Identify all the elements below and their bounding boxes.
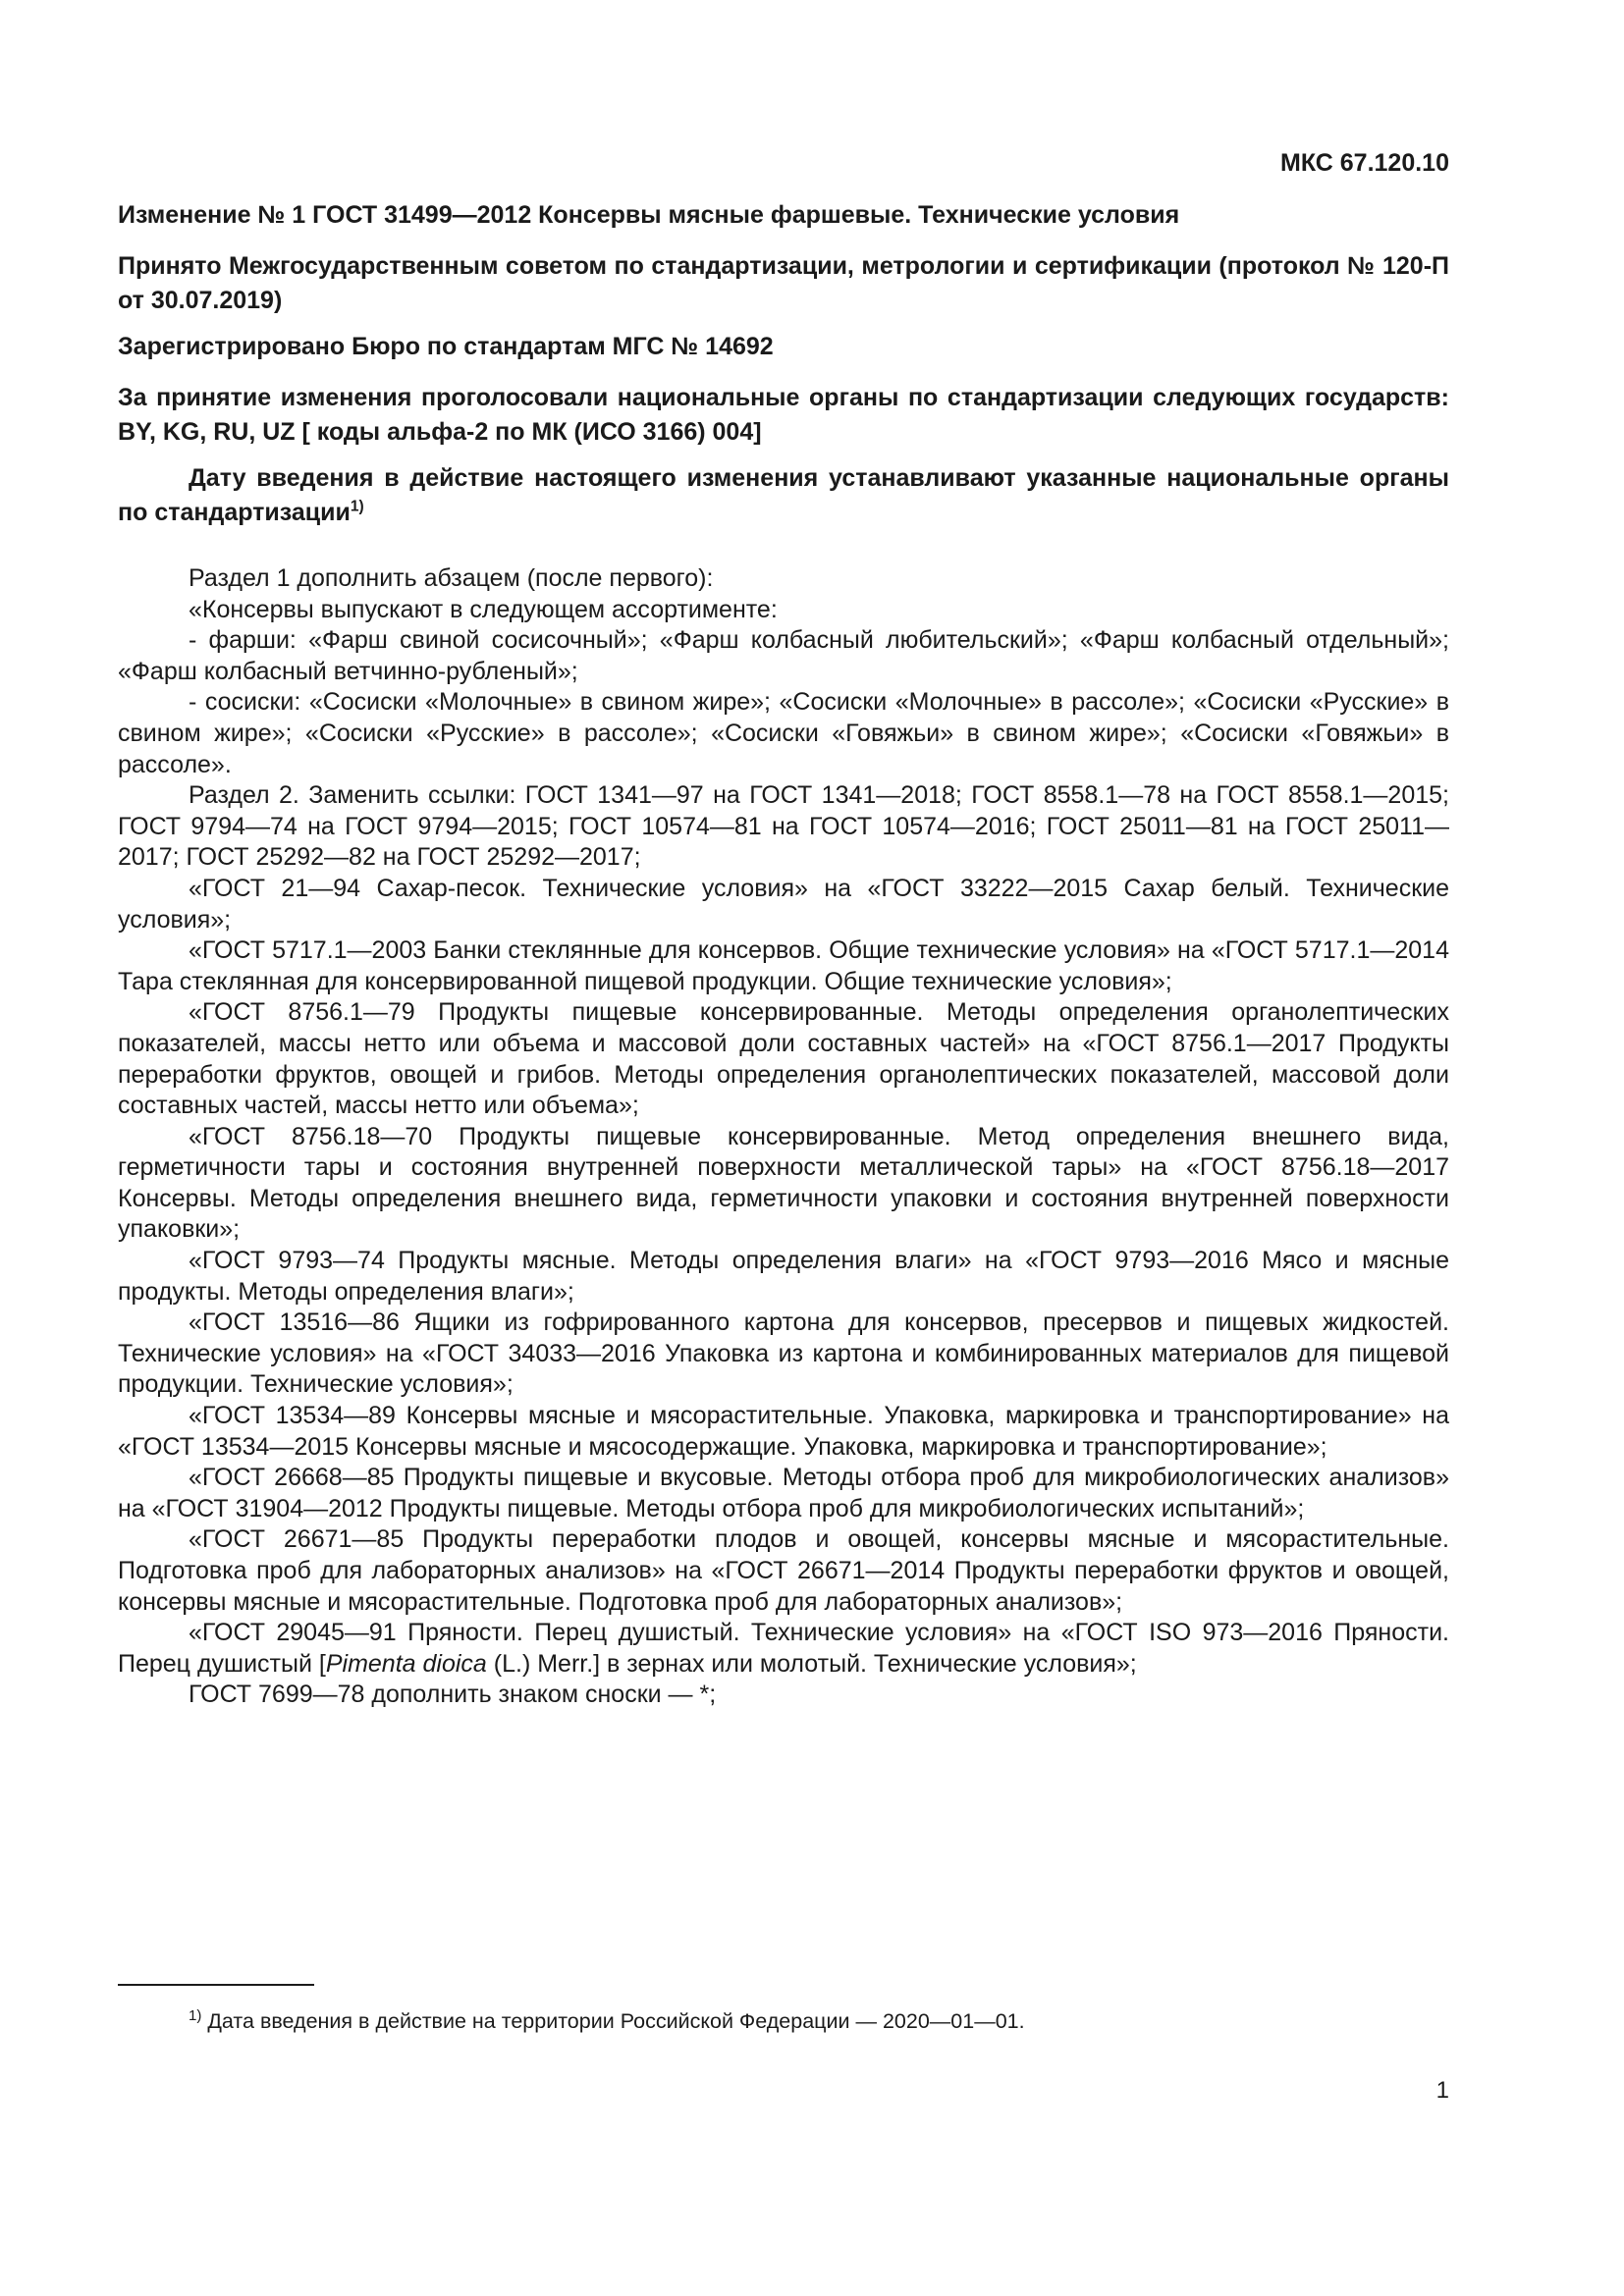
effective-date-text: Дату введения в действие настоящего изменения устанавливают указанные национальные органы по стандартизации (118, 464, 1449, 526)
footnote (189, 2006, 1025, 2034)
body-paragraph: «ГОСТ 5717.1—2003 Банки стеклянные для консервов. Общие технические условия» на «ГОСТ 5717.1—2014 Тара стеклянная для консервированной пищевой продукции. Общие технические условия»; (118, 936, 1449, 995)
body-paragraph-gost-29045 (118, 1618, 1449, 1680)
body-paragraph: «ГОСТ 13534—89 Консервы мясные и мясорастительные. Упаковка, маркировка и транспортирование» на «ГОСТ 13534—2015 Консервы мясные и мясосодержащие. Упаковка, маркировка и транспортирование»; (118, 1402, 1449, 1461)
body-paragraph: «ГОСТ 9793—74 Продукты мясные. Методы определения влаги» на «ГОСТ 9793—2016 Мясо и мясные продукты. Методы определения влаги»; (118, 1247, 1449, 1306)
voting-statement: За принятие изменения проголосовали национальные органы по стандартизации следующих государств: BY, KG, RU, UZ [ коды альфа-2 по МК (ИСО 3166) 004] (118, 384, 1449, 446)
footnote-marker: 1) (189, 2006, 202, 2024)
body-paragraph: «ГОСТ 13516—86 Ящики из гофрированного картона для консервов, пресервов и пищевых жидкостей. Технические условия» на «ГОСТ 34033—2016 Упаковка из картона и комбинированных материалов для пищевой продукции. Технические условия»; (118, 1308, 1449, 1399)
footnote-text: Дата введения в действие на территории Российской Федерации — 2020—01—01. (207, 2009, 1025, 2033)
effective-date-statement (118, 461, 1449, 530)
page-number: 1 (1435, 2077, 1449, 2104)
footnote-separator (118, 1984, 314, 1986)
gost-29045-text-after: (L.) Merr.] в зернах или молотый. Технические условия»; (486, 1649, 1137, 1678)
latin-species-name: Pimenta dioica (325, 1649, 487, 1678)
body-paragraph: - сосиски: «Сосиски «Молочные» в свином жире»; «Сосиски «Молочные» в рассоле»; «Сосиски «Русские» в свином жире»; «Сосиски «Русские» в рассоле»; «Сосиски «Говяжьи» в свином жире»; «Сосиски «Говяжьи» в рассоле». (118, 688, 1449, 778)
body-paragraph: Раздел 2. Заменить ссылки: ГОСТ 1341—97 на ГОСТ 1341—2018; ГОСТ 8558.1—78 на ГОСТ 8558.1—2015; ГОСТ 9794—74 на ГОСТ 9794—2015; ГОСТ 10574—81 на ГОСТ 10574—2016; ГОСТ 25011—81 на ГОСТ 25011—2017; ГОСТ 25292—82 на ГОСТ 25292—2017; (118, 781, 1449, 872)
body-paragraph-last: ГОСТ 7699—78 дополнить знаком сноски — *; (189, 1681, 717, 1709)
body-paragraph: «Консервы выпускают в следующем ассортименте: (189, 595, 778, 623)
classification-code: МКС 67.120.10 (1280, 149, 1449, 177)
body-paragraph: «ГОСТ 26671—85 Продукты переработки плодов и овощей, консервы мясные и мясорастительные. Подготовка проб для лабораторных анализов» на «ГОСТ 26671—2014 Продукты переработки фруктов и овощей, консервы мясные и мясорастительные. Подготовка проб для лабораторных анализов»; (118, 1525, 1449, 1616)
body-paragraph: - фарши: «Фарш свиной сосисочный»; «Фарш колбасный любительский»; «Фарш колбасный отдельный»; «Фарш колбасный ветчинно-рубленый»; (118, 626, 1449, 685)
body-paragraph: Раздел 1 дополнить абзацем (после первого): (189, 564, 714, 592)
amendment-title: Изменение № 1 ГОСТ 31499—2012 Консервы мясные фаршевые. Технические условия (118, 201, 1180, 229)
registration-statement: Зарегистрировано Бюро по стандартам МГС № 14692 (118, 333, 774, 360)
body-paragraph: «ГОСТ 8756.1—79 Продукты пищевые консервированные. Методы определения органолептических показателей, массы нетто или объема и массовой доли составных частей» на «ГОСТ 8756.1—2017 Продукты переработки фруктов, овощей и грибов. Методы определения органолептических показателей, массовой доли составных частей, массы нетто или объема»; (118, 998, 1449, 1120)
body-paragraph: «ГОСТ 8756.18—70 Продукты пищевые консервированные. Метод определения внешнего вида, герметичности тары и состояния внутренней поверхности металлической тары» на «ГОСТ 8756.18—2017 Консервы. Методы определения внешнего вида, герметичности упаковки и состояния внутренней поверхности упаковки»; (118, 1122, 1449, 1244)
adopted-statement: Принято Межгосударственным советом по стандартизации, метрологии и сертификации (протокол № 120-П от 30.07.2019) (118, 252, 1449, 314)
footnote-reference: 1) (350, 498, 364, 515)
body-paragraph: «ГОСТ 26668—85 Продукты пищевые и вкусовые. Методы отбора проб для микробиологических анализов» на «ГОСТ 31904—2012 Продукты пищевые. Методы отбора проб для микробиологических испытаний»; (118, 1464, 1449, 1522)
gost-29045-text-before: «ГОСТ 29045—91 Пряности. Перец душистый. Технические условия» на «ГОСТ ISO 973—2016 Пряности. Перец душистый [ (118, 1619, 1449, 1678)
body-paragraph: «ГОСТ 21—94 Сахар-песок. Технические условия» на «ГОСТ 33222—2015 Сахар белый. Технические условия»; (118, 874, 1449, 934)
amendment-body (118, 563, 1449, 1711)
